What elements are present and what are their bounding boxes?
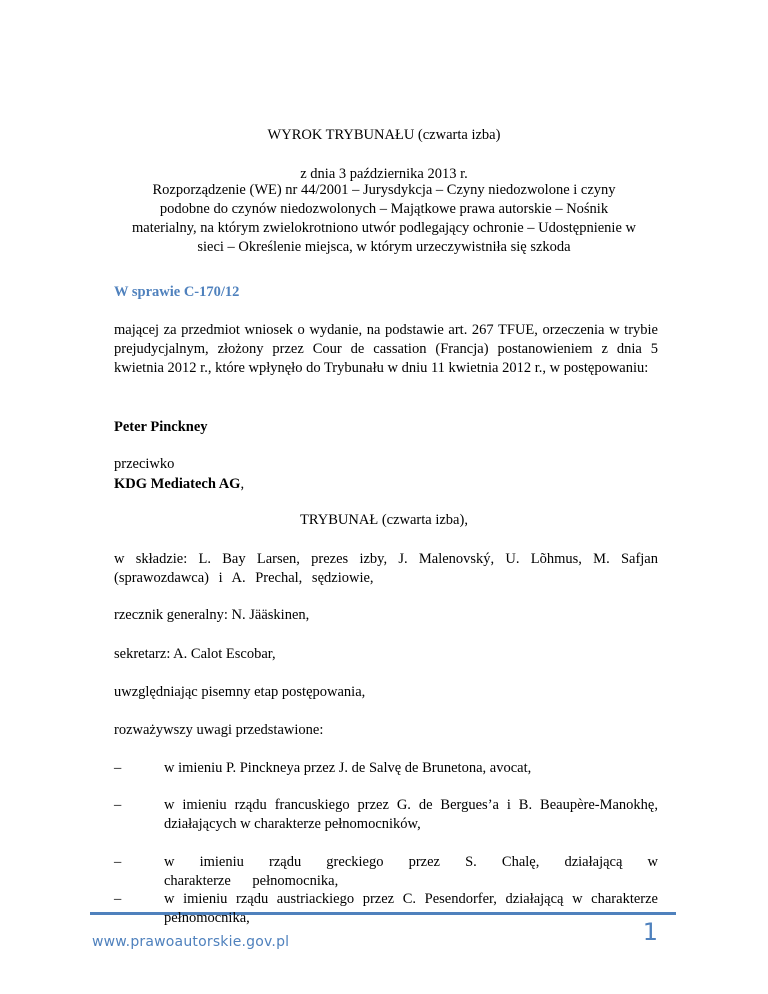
list-item: w imieniu rządu francuskiego przez G. de Bergues’a i B. Beaupère-Manokhę, działających w charakterze pełnomocników, [164, 797, 658, 832]
list-dash: – [114, 797, 122, 813]
page-number: 1 [642, 918, 658, 946]
written-procedure: uwzględniając pisemny etap postępowania, [114, 684, 366, 700]
list-item: w imieniu P. Pinckneya przez J. de Salvę de Brunetona, avocat, [164, 760, 532, 776]
footer-url: www.prawoautorskie.gov.pl [92, 934, 290, 950]
case-number: W sprawie C-170/12 [114, 284, 240, 300]
judgment-subject [130, 181, 638, 257]
advocate-general: rzecznik generalny: N. Jääskinen, [114, 607, 310, 623]
list-dash: – [114, 891, 122, 907]
court-text: TRYBUNAŁ (czwarta izba), [300, 512, 468, 528]
list-item: w imieniu rządu austriackiego przez C. Pesendorfer, działającą w charakterze pełnomocnika, [164, 891, 658, 926]
versus-label: przeciwko [114, 456, 175, 472]
observations-intro: rozważywszy uwagi przedstawione: [114, 722, 324, 738]
judgment-date: z dnia 3 października 2013 r. [300, 166, 468, 182]
party-applicant: Peter Pinckney [114, 419, 208, 435]
party-defendant-name: KDG Mediatech AG [114, 476, 241, 492]
party-defendant-suffix: , [240, 476, 245, 492]
registrar: sekretarz: A. Calot Escobar, [114, 646, 276, 662]
court-heading [110, 511, 658, 530]
intro-paragraph: mającej za przedmiot wniosek o wydanie, na podstawie art. 267 TFUE, orzeczenia w trybie prejudycjalnym, złożony przez Cour de cassation (Francja) postanowieniem z dnia 5 kwietnia 2012 r., które wpłynęło do Trybunału w dniu 11 kwietnia 2012 r., w postępowaniu: [114, 322, 658, 376]
party-defendant [114, 475, 658, 494]
list-item: w imieniu rządu greckiego przez S. Chalę, działającą w charakterze pełnomocnika, [164, 854, 658, 889]
subject-text: Rozporządzenie (WE) nr 44/2001 – Jurysdykcja – Czyny niedozwolone i czyny podobne do czynów niedozwolonych – Majątkowe prawa autorskie – Nośnik materialny, na którym zwielokrotniono utwór podlegający ochronie – Udostępnienie w sieci – Określenie miejsca, w którym urzeczywistniła się szkoda [131, 182, 636, 255]
list-dash: – [114, 854, 122, 870]
judgment-title: WYROK TRYBUNAŁU (czwarta izba) [267, 127, 501, 143]
list-dash: – [114, 760, 122, 776]
court-composition: w składzie: L. Bay Larsen, prezes izby, J. Malenovský, U. Lõhmus, M. Safjan (sprawozdawca) i A. Prechal, sędziowie, [114, 551, 658, 586]
